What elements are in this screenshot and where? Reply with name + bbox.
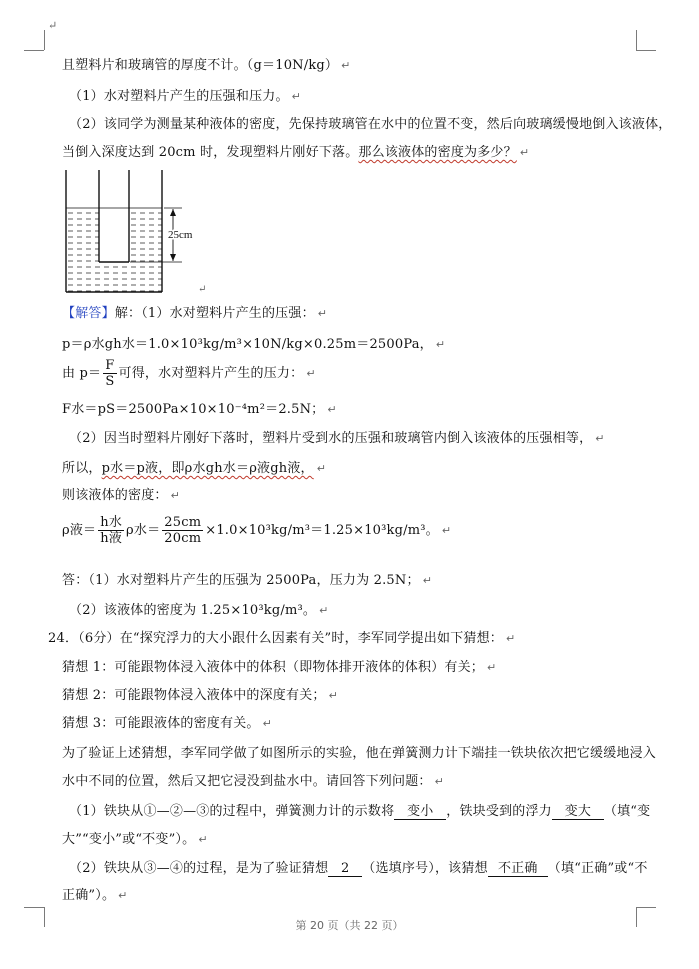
question-part-2: （2）该同学为测量某种液体的密度，先保持玻璃管在水中的位置不变，然后向玻璃缓慢地倒入该液体， [69, 117, 672, 132]
tube-interior [99, 170, 129, 262]
figure-return-mark: ↵ [198, 284, 207, 295]
depth-label: 25cm [168, 229, 193, 241]
sub-question-1-cont: 大”“变小”或“不变”）。 ↵ [62, 832, 208, 847]
sub-question-1: （1）铁块从①—②—③的过程中，弹簧测力计的示数将 变小 ，铁块受到的浮力 变大 （填“变 [69, 804, 651, 819]
f-over-s-fraction: $\frac{F}{S}$ [105, 358, 115, 389]
density-intro: 则该液体的密度： ↵ [62, 488, 181, 503]
verify-line-2: 水中不同的位置，然后又把它浸没到盐水中。请回答下列问题： ↵ [62, 774, 445, 789]
guess-2: 猜想 2：可能跟物体浸入液体中的深度有关； ↵ [62, 688, 339, 703]
equality-line: 所以，p水＝p液，即ρ水gh水＝ρ液gh液， ↵ [62, 461, 327, 476]
top-return-mark: ↵ [48, 19, 58, 32]
answer-line-2: （2）该液体的密度为 1.25×10³kg/m³。 ↵ [69, 603, 329, 618]
crop-mark-top-right-v [636, 30, 637, 50]
guess-3: 猜想 3：可能跟液体的密度有关。 ↵ [62, 716, 273, 731]
crop-mark-top-left-v [44, 30, 45, 50]
verify-line-1: 为了验证上述猜想，李军同学做了如图所示的实验，他在弹簧测力计下端挂一铁块依次把它缓缓地浸入 [62, 746, 657, 761]
answer-blank-reading: 变小 [394, 804, 446, 820]
answer-line-1: 答：（1）水对塑料片产生的压强为 2500Pa，压力为 2.5N； ↵ [62, 573, 433, 588]
dim-arrow-down [170, 254, 176, 261]
crop-mark-bottom-left [24, 907, 44, 908]
crop-mark-bottom-right [636, 907, 656, 908]
answer-blank-correctness: 不正确 [488, 861, 548, 877]
question-part-1: （1）水对塑料片产生的压强和压力。 ↵ [69, 89, 302, 104]
force-equation: F水＝pS＝2500Pa×10×10⁻⁴m²＝2.5N； ↵ [62, 402, 337, 417]
solution-part-2: （2）因当时塑料片刚好下落时，塑料片受到水的压强和玻璃管内倒入该液体的压强相等， ↵ [69, 431, 605, 446]
formula-line: 由 p＝ $\frac{F}{S}$ 可得，水对塑料片产生的压力： ↵ [62, 358, 316, 389]
height-ratio-fraction: $\frac{\text{h水}}{\text{h液}}$ [100, 515, 123, 546]
crop-mark-top-right [636, 50, 656, 51]
pressure-equation: p＝ρ水gh水＝1.0×10³kg/m³×10N/kg×0.25m＝2500Pa， ↵ [62, 337, 446, 352]
sub-question-2: （2）铁块从③—④的过程，是为了验证猜想 2 （选填序号），该猜想 不正确 （填“正确”或“不 [69, 861, 648, 876]
page-footer: 第 20 页（共 22 页） [295, 919, 404, 932]
question-24-title: 24．（6分）在“探究浮力的大小跟什么因素有关”时，李军同学提出如下猜想： ↵ [48, 631, 516, 646]
answer-blank-buoyancy: 变大 [552, 804, 604, 820]
tube-in-water-figure [58, 168, 218, 298]
guess-1: 猜想 1：可能跟物体浸入液体中的体积（即物体排开液体的体积）有关； ↵ [62, 660, 497, 675]
numeric-ratio-fraction: $\frac{25cm}{20cm}$ [164, 515, 202, 546]
question-part-2-cont: 当倒入深度达到 20cm 时，发现塑料片刚好下落。那么该液体的密度为多少？ ↵ [62, 145, 530, 160]
dim-arrow-up [170, 209, 176, 216]
density-equation: ρ液＝ $\frac{\text{h水}}{\text{h液}}$ ρ水＝ $\frac{25cm}{20cm}$ ×1.0×10³kg/m³＝1.25×10³kg/m³。 ↵ [62, 515, 452, 546]
answer-blank-guess-number: 2 [328, 861, 362, 877]
solution-header: 【解答】解：（1）水对塑料片产生的压强： ↵ [62, 306, 328, 321]
intro-line: 且塑料片和玻璃管的厚度不计。（g＝10N/kg） ↵ [62, 58, 351, 73]
sub-question-2-cont: 正确”）。 ↵ [62, 888, 128, 903]
crop-mark-top-left [24, 50, 44, 51]
answer-tag: 【解答】 [62, 306, 115, 321]
